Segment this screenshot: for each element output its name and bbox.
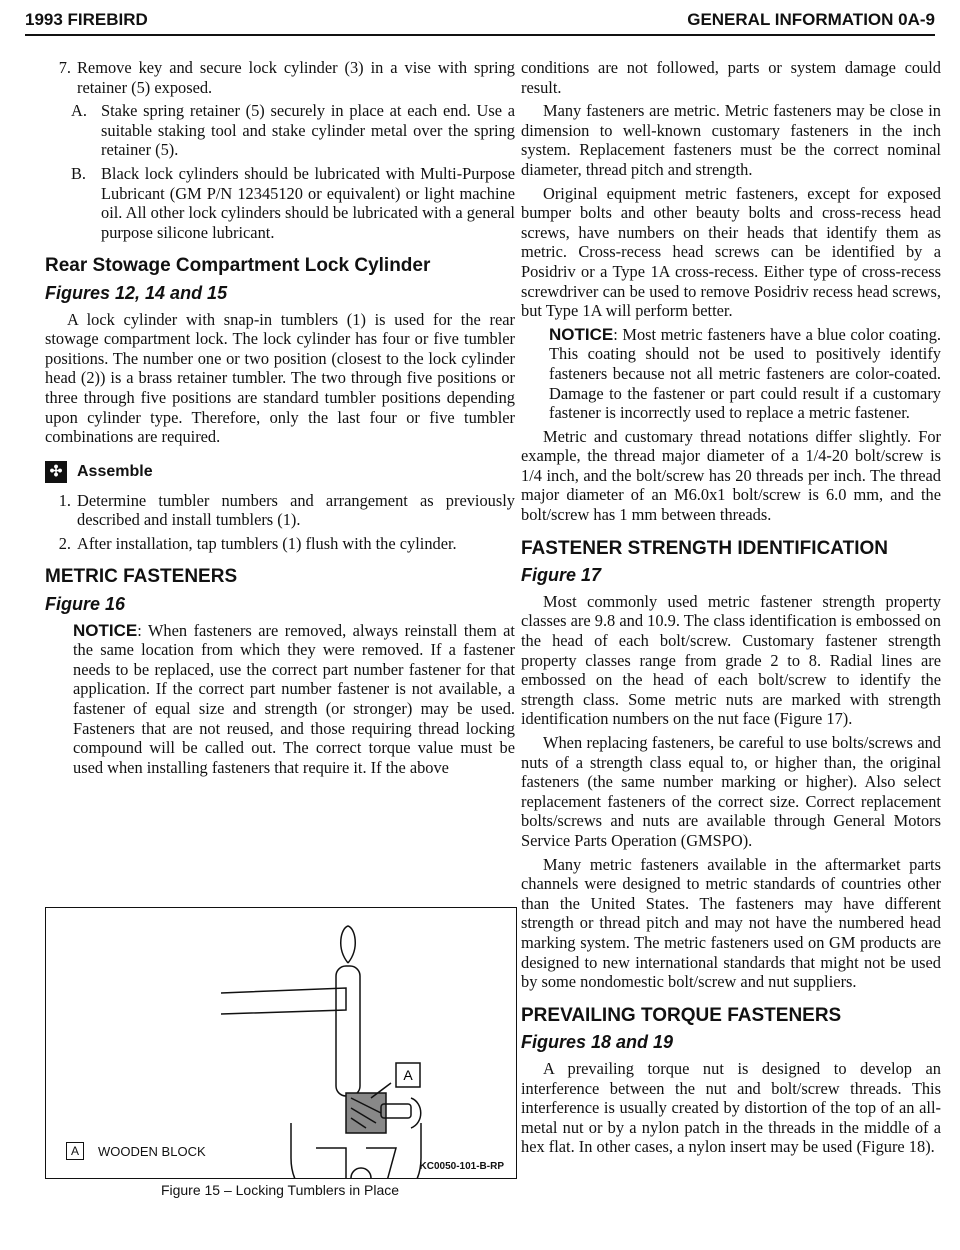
paragraph-rear: A lock cylinder with snap-in tumblers (1) is used for the rear stowage compartment lock. The lock cylinder has four or five tumbler positions. The number one or two position (closest to the lock cylinder head (2)) is a brass retainer tumbler. The two through five positions or three through five positions are standard tumbler positions depending upon cylinder type. Therefore, only the last four or five tumbler combinations are required. (45, 309, 515, 447)
heading-rear-stowage: Rear Stowage Compartment Lock Cylinder (45, 255, 431, 277)
assemble-label: Assemble (77, 462, 153, 480)
header-title: 1993 FIREBIRD (25, 10, 148, 29)
paragraph-7: Many metric fasteners available in the aftermarket parts channels were designed to metric standards of countries other than the United States. The fasteners may have different strength or thread pitch and may not have the numbered head marking system. The metric fasteners used on GM products are designed to new international standards that might not be used by some nondomestic bolt/screw and nut suppliers. (521, 854, 941, 992)
figure-label-a: A (403, 1067, 413, 1083)
figure-ref-prevailing: Figures 18 and 19 (521, 1032, 674, 1053)
paragraph-8: A prevailing torque nut is designed to develop an interference between the nut and bolt/screw threads. This interference is usually created by distortion of the top of an all-metal nut or by a nylon patch in the threads in the middle of a hex flat. In other cases, a nylon insert may be used (Figure 18). (521, 1058, 941, 1157)
assemble-step-2: 2. After installation, tap tumblers (1) flush with the cylinder. (58, 533, 457, 553)
paragraph-4: Metric and customary thread notations differ slightly. For example, the thread major diameter of a 1/4-20 bolt/screw is 1/4 inch, and the bolt/screw has 20 threads per inch. The thread major diameter of an M6.0x1 bolt/screw is 6.0 mm, and the bolt/screw has 1 mm between threads. (521, 426, 941, 525)
figure-legend (66, 1142, 206, 1160)
heading-prevailing: PREVAILING TORQUE FASTENERS (521, 1004, 842, 1026)
paragraph-6: When replacing fasteners, be careful to use bolts/screws and nuts of a strength class equal to, or higher than, the original fasteners (the same number marking or higher). Also select replacement fasteners of the correct size. Correct replacement bolts/screws and nuts are available through General Motors Service Parts Operation (GMSPO). (521, 733, 941, 850)
paragraph-5: Most commonly used metric fastener strength property classes are 9.8 and 10.9. The class identification is embossed on the head of each bolt/screw. Customary fastener strength property classes range from grade 2 to 8. Radial lines are embossed on the head of each bolt/screw to identify the strength class. Some metric nuts are marked with strength identification numbers on the nut face (Figure 17). (521, 591, 941, 729)
figure-ref-strength: Figure 17 (521, 565, 602, 586)
step-7b: B. Black lock cylinders should be lubricated with Multi-Purpose Lubricant (GM P/N 12345120 or equivalent) or light machine oil. All other lock cylinders should be lubricated with a general purpose silicone lubricant. (71, 163, 515, 242)
assemble-heading (45, 461, 515, 483)
figure-caption: Figure 15 – Locking Tumblers in Place (160, 1182, 400, 1198)
legend-letter-box: A (66, 1142, 84, 1160)
heading-metric: METRIC FASTENERS (45, 566, 238, 588)
step-7a: A. Stake spring retainer (5) securely in place at each end. Use a suitable staking tool and stake cylinder metal over the spring retainer (5). (71, 101, 515, 160)
right-column (521, 58, 941, 1161)
figure-15 (45, 907, 517, 1179)
figure-ref-metric: Figure 16 (45, 594, 126, 615)
notice-metric: NOTICE: When fasteners are removed, always reinstall them at the same location from which they were removed. If a fastener needs to be replaced, use the correct part number fastener for that application. If the correct part number fastener is not available, a fastener of equal size and strength (or stronger) may be used. Fasteners that are not reused, and those requiring thread locking compound will be called out. The correct torque value must be used when installing fasteners that require it. If the above (73, 620, 515, 777)
paragraph-1: conditions are not followed, parts or system damage could result. (521, 58, 941, 97)
vise-hammer-illustration (46, 908, 516, 1178)
wrench-gear-icon: ✣ (45, 461, 67, 483)
left-column (45, 58, 515, 781)
paragraph-2: Many fasteners are metric. Metric fasteners may be close in dimension to well-known customary fasteners in the inch system. Replacement fasteners must be the correct nominal diameter, thread pitch and strength. (521, 101, 941, 179)
legend-text: WOODEN BLOCK (98, 1143, 206, 1159)
figure-code: KC0050-101-B-RP (419, 1161, 504, 1172)
assemble-step-1: 1. Determine tumbler numbers and arrangement as previously described and install tumblers (1). (58, 490, 515, 530)
figure-ref-rear: Figures 12, 14 and 15 (45, 282, 228, 303)
paragraph-3: Original equipment metric fasteners, except for exposed bumper bolts and other beauty bolts and cross-recess head screws, have numbers on their heads that identify them as metric. Cross-recess head screws can be identified by a Posidriv or a Type 1A cross-recess. Either type of cross-recess screwdriver can be used to remove Posidriv recess head screws, but Type 1A will perform better. (521, 183, 941, 321)
step-7: 7. Remove key and secure lock cylinder (3) in a vise with spring retainer (5) exposed. (58, 58, 515, 97)
notice-color-coating: NOTICE: Most metric fasteners have a blue color coating. This coating should not be used to positively identify fasteners because not all metric fasteners are color-coated. Damage to the fastener or part could result if a customary fastener is incorrectly used to replace a metric fastener. (549, 324, 941, 423)
header-section: GENERAL INFORMATION 0A-9 (687, 10, 935, 29)
page-header (25, 8, 935, 36)
heading-strength: FASTENER STRENGTH IDENTIFICATION (521, 537, 888, 559)
